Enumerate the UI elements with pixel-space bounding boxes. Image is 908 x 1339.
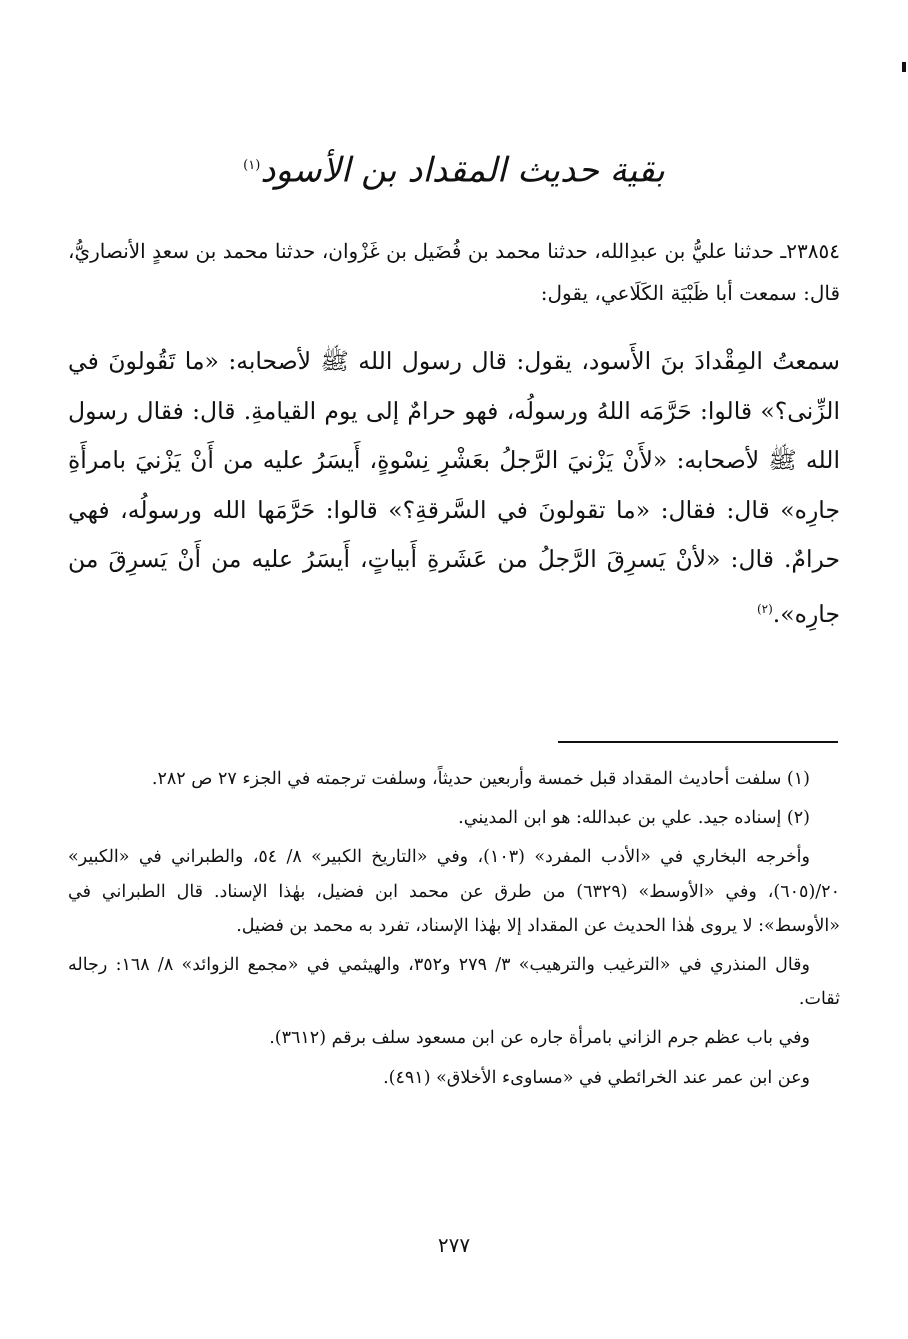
footnote-1: (١) سلفت أحاديث المقداد قبل خمسة وأربعين حديثاً، وسلفت ترجمته في الجزء ٢٧ ص ٢٨٢.: [151, 769, 810, 789]
title-footnote-ref: (١): [243, 158, 261, 173]
footnote-2-continued: وفي باب عظم جرم الزاني بامرأة جاره عن ابن مسعود سلف برقم (٣٦١٢).: [269, 1028, 810, 1049]
footnote-2-continued: وأخرجه البخاري في «الأدب المفرد» (١٠٣)، وفي «التاريخ الكبير» ٨/ ٥٤، والطبراني في «الكبير» ٢٠/(٦٠٥)، وفي «الأوسط» (٦٣٢٩) من طرق عن محمد ابن فضيل، بهٰذا الإسناد. قال الطبراني في «الأوسط»: لا يروى هٰذا الحديث عن المقداد إلا بهٰذا الإسناد، تفرد به محمد بن فضيل.: [68, 847, 840, 936]
footnote-2-continued: وعن ابن عمر عند الخرائطي في «مساوىء الأخلاق» (٤٩١).: [383, 1067, 810, 1088]
footnote-2-continued: وقال المنذري في «الترغيب والترهيب» ٣/ ٢٧٩ و٣٥٢، والهيثمي في «مجمع الزوائد» ٨/ ١٦٨: رجاله ثقات.: [68, 955, 840, 1010]
section-title-text: بقية حديث المقداد بن الأسود: [260, 150, 665, 191]
hadith-text: [68, 337, 840, 639]
matn-footnote-ref: (٢): [756, 601, 773, 616]
section-title: [0, 136, 908, 200]
hadith-chain: ٢٣٨٥٤ـ حدثنا عليُّ بن عبدِالله، حدثنا محمد بن فُضَيل بن غَزْوان، حدثنا محمد بن سعدٍ الأنصاريُّ، قال: سمعت أبا ظَبْيَة الكَلَاعي، يقول:: [68, 239, 840, 305]
scan-mark: [902, 62, 906, 72]
footnote-divider: [558, 741, 838, 743]
hadith-matn: سمعتُ المِقْدادَ بنَ الأَسود، يقول: قال رسول الله ﷺ لأصحابه: «ما تَقُولونَ في الزِّنى؟» قالوا: حَرَّمَه اللهُ ورسولُه، فهو حرامٌ إلى يوم القيامةِ. قال: فقال رسول الله ﷺ لأصحابه: «لأَنْ يَزْنيَ الرَّجلُ بعَشْرِ نِسْوةٍ، أَيسَرُ عليه من أَنْ يَزْنيَ بامرأَةِ جارِه» قال: فقال: «ما تقولونَ في السَّرقةِ؟» قالوا: حَرَّمَها الله ورسولُه، فهي حرامٌ. قال: «لأنْ يَسرِقَ الرَّجلُ من عَشَرةِ أَبياتٍ، أَيسَرُ عليه من أَنْ يَسرِقَ من جارِه».: [68, 347, 841, 628]
footnote-2: (٢) إسناده جيد. علي بن عبدالله: هو ابن المديني.: [458, 808, 810, 829]
footnotes: [68, 762, 840, 1100]
page-number: ٢٧٧: [437, 1233, 471, 1257]
